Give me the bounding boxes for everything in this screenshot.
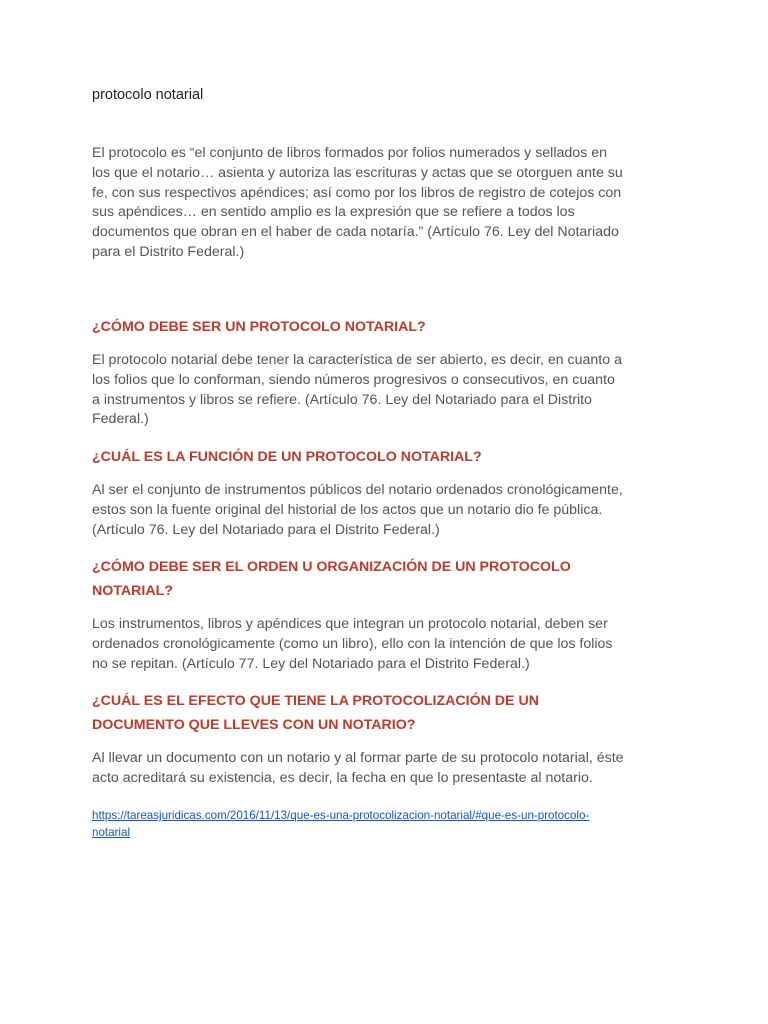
body-line: no se repitan. (Artículo 77. Ley del Notariado para el Distrito Federal.)	[92, 655, 530, 672]
section-heading-funcion	[92, 445, 676, 469]
heading-line: ¿CÓMO DEBE SER EL ORDEN U ORGANIZACIÓN DE UN PROTOCOLO	[92, 559, 571, 575]
intro-line: los que el notario… asienta y autoriza las escrituras y actas que se otorguen ante su	[92, 164, 623, 181]
intro-line: sus apéndices… en sentido amplio es la expresión que se refiere a todos los	[92, 204, 575, 221]
intro-paragraph	[92, 144, 676, 263]
section-body-funcion	[92, 481, 676, 540]
section-heading-orden	[92, 555, 676, 603]
body-line: a instrumentos y libros se refiere. (Artículo 76. Ley del Notariado para el Distrito	[92, 391, 592, 408]
body-line: acto acreditará su existencia, es decir, la fecha en que lo presentaste al notario.	[92, 769, 593, 786]
heading-line: ¿CÓMO DEBE SER UN PROTOCOLO NOTARIAL?	[92, 319, 426, 335]
intro-line: fe, con sus respectivos apéndices; así como por los libros de registro de cotejos con	[92, 184, 622, 201]
body-line: El protocolo notarial debe tener la característica de ser abierto, es decir, en cuanto a	[92, 352, 622, 368]
heading-line: DOCUMENTO QUE LLEVES CON UN NOTARIO?	[92, 717, 416, 733]
body-line: (Artículo 76. Ley del Notariado para el Distrito Federal.)	[92, 521, 440, 538]
body-line: ordenados cronológicamente (como un libro), ello con la intención de que los folios	[92, 635, 613, 652]
document-title: protocolo notarial	[92, 87, 204, 103]
body-line: estos son la fuente original del historial de los actos que un notario dio fe pública.	[92, 501, 603, 518]
intro-line: documentos que obran en el haber de cada notaría.” (Artículo 76. Ley del Notariado	[92, 224, 619, 241]
section-body-como-debe-ser	[92, 351, 676, 430]
body-line: Al ser el conjunto de instrumentos públicos del notario ordenados cronológicamente,	[92, 482, 623, 498]
section-heading-como-debe-ser	[92, 315, 676, 339]
heading-line: ¿CUÁL ES EL EFECTO QUE TIENE LA PROTOCOLIZACIÓN DE UN	[92, 693, 539, 709]
link-line[interactable]: notarial	[92, 826, 131, 839]
heading-line: ¿CUÁL ES LA FUNCIÓN DE UN PROTOCOLO NOTARIAL?	[92, 449, 482, 465]
section-body-efecto	[92, 749, 676, 789]
heading-line: NOTARIAL?	[92, 583, 173, 599]
body-line: los folios que lo conforman, siendo números progresivos o consecutivos, en cuanto	[92, 371, 615, 388]
intro-line: para el Distrito Federal.)	[92, 243, 245, 260]
intro-line: El protocolo es “el conjunto de libros formados por folios numerados y sellados en	[92, 145, 607, 161]
source-link[interactable]	[92, 807, 676, 841]
link-line[interactable]: https://tareasjuridicas.com/2016/11/13/que-es-una-protocolizacion-notarial/#que-es-un-protocolo-	[92, 809, 590, 822]
body-line: Al llevar un documento con un notario y al formar parte de su protocolo notarial, éste	[92, 750, 624, 766]
section-heading-efecto	[92, 689, 676, 737]
body-line: Federal.)	[92, 411, 149, 428]
body-line: Los instrumentos, libros y apéndices que integran un protocolo notarial, deben ser	[92, 616, 608, 632]
section-body-orden	[92, 615, 676, 674]
